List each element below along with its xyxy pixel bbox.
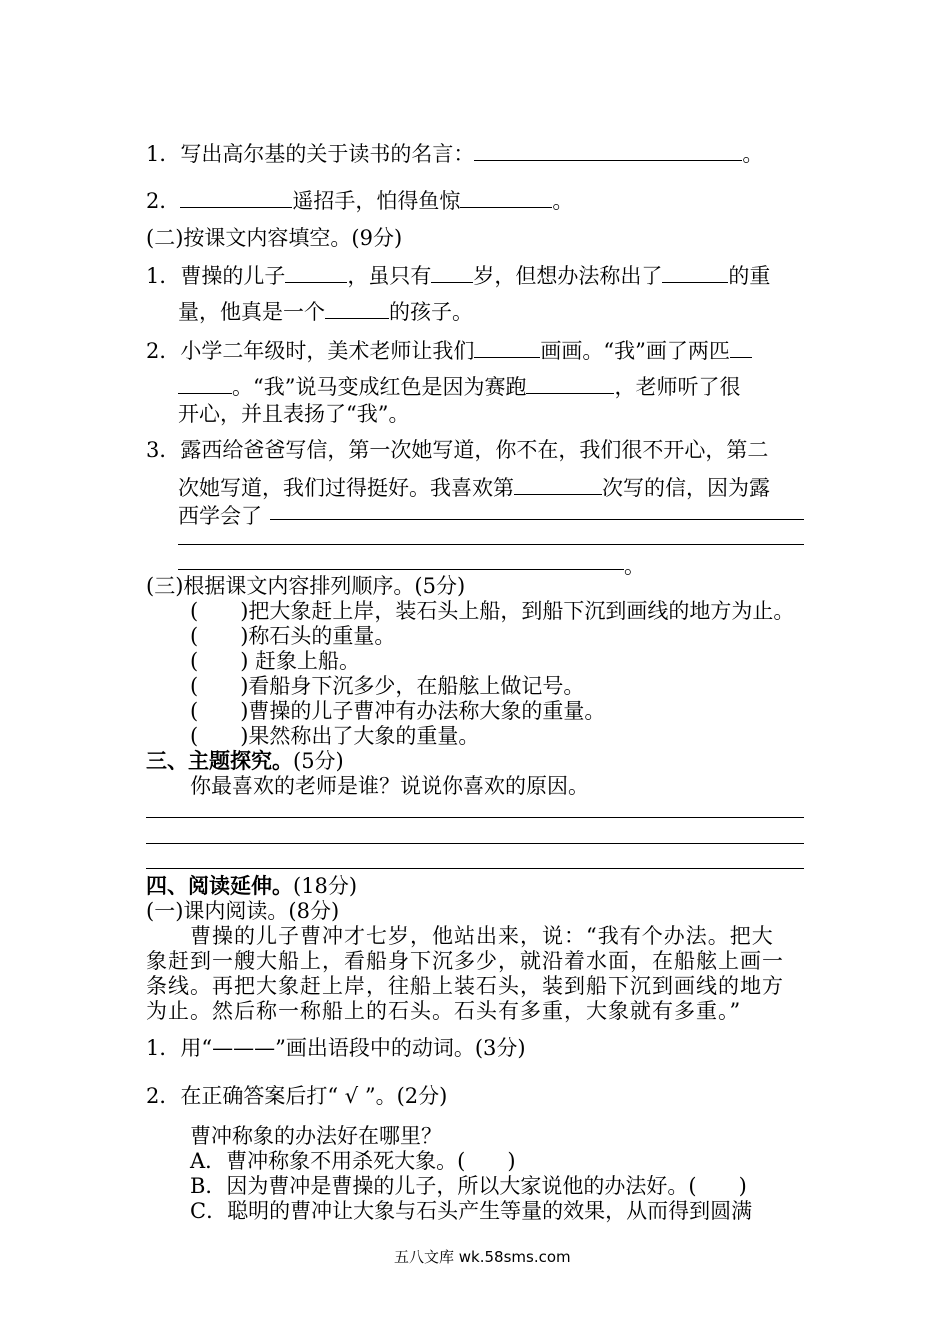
fill-question-3: 3．露西给爸爸写信，第一次她写道，你不在，我们很不开心，第二 — [146, 438, 769, 462]
answer-line[interactable] — [270, 519, 804, 520]
part-title: 三、主题探究。 — [146, 748, 293, 773]
order-item[interactable]: ( )果然称出了大象的重量。 — [190, 724, 480, 748]
part-3-heading — [146, 748, 344, 774]
question-2: 2． 遥招手，怕得鱼惊 。 — [146, 189, 574, 213]
answer-line[interactable] — [146, 868, 804, 869]
reading-question-1: 1．用“———”画出语段中的动词。(3分) — [146, 1036, 526, 1060]
answer-blank[interactable] — [431, 262, 473, 283]
answer-blank[interactable] — [526, 373, 614, 394]
choice-option-c[interactable]: C．聪明的曹冲让大象与石头产生等量的效果，从而得到圆满 — [190, 1199, 753, 1223]
answer-blank[interactable] — [180, 187, 292, 208]
answer-blank[interactable] — [474, 140, 742, 161]
answer-blank[interactable] — [730, 337, 752, 358]
section-3-title: (三)根据课文内容排列顺序。(5分) — [146, 574, 466, 598]
question-text: 写出高尔基的关于读书的名言： — [180, 142, 475, 166]
fill-question-3-line3: 西学会了 — [178, 504, 262, 528]
answer-blank[interactable] — [514, 474, 602, 495]
part-4-subtitle: (一)课内阅读。(8分) — [146, 899, 340, 923]
passage-line: 曹操的儿子曹冲才七岁，他站出来，说：“我有个办法。把大 — [190, 924, 774, 948]
answer-blank[interactable] — [178, 373, 232, 394]
answer-blank[interactable] — [460, 187, 552, 208]
part-title: 四、阅读延伸。 — [146, 873, 293, 898]
answer-line[interactable] — [178, 544, 804, 545]
reading-question-2: 2．在正确答案后打“ √ ”。(2分) — [146, 1084, 448, 1108]
part-score: (5分) — [293, 749, 344, 773]
passage-line: 条线。再把大象赶上岸，往船上装石头，装到船下沉到画线的地方 — [146, 974, 784, 998]
footer-watermark: 五八文库 wk.58sms.com — [394, 1248, 571, 1266]
fill-question-3-line2: 次她写道，我们过得挺好。我喜欢第 次写的信，因为露 — [178, 476, 770, 500]
answer-blank[interactable] — [325, 298, 389, 319]
answer-blank[interactable] — [285, 262, 347, 283]
order-item[interactable]: ( )把大象赶上岸，装石头上船，到船下沉到画线的地方为止。 — [190, 599, 795, 623]
order-item[interactable]: ( )看船身下沉多少，在船舷上做记号。 — [190, 674, 585, 698]
part-3-question: 你最喜欢的老师是谁？说说你喜欢的原因。 — [190, 774, 589, 798]
question-text: 遥招手，怕得鱼惊 — [292, 189, 461, 213]
fill-question-3-end: 。 — [624, 554, 645, 578]
answer-blank[interactable] — [662, 262, 728, 283]
section-2-title: (二)按课文内容填空。(9分) — [146, 226, 403, 250]
answer-blank[interactable] — [474, 337, 540, 358]
question-1: 1．写出高尔基的关于读书的名言： 。 — [146, 142, 764, 166]
choice-question: 曹冲称象的办法好在哪里？ — [190, 1124, 442, 1148]
order-item[interactable]: ( )称石头的重量。 — [190, 624, 396, 648]
part-4-heading — [146, 873, 357, 899]
fill-question-2: 2．小学二年级时，美术老师让我们 画画。“我”画了两匹 — [146, 337, 752, 364]
choice-option-a[interactable]: A．曹冲称象不用杀死大象。( ) — [190, 1149, 516, 1173]
part-score: (18分) — [293, 874, 358, 898]
answer-line[interactable] — [146, 817, 804, 818]
question-number: 2． — [146, 189, 181, 213]
fill-question-1: 1．曹操的儿子 ，虽只有 岁，但想办法称出了 的重 — [146, 264, 771, 288]
fill-question-2-line2: 。“我”说马变成红色是因为赛跑 ，老师听了很 — [178, 373, 740, 400]
passage-line: 为止。然后称一称船上的石头。石头有多重，大象就有多重。” — [146, 999, 742, 1023]
order-item[interactable]: ( )曹操的儿子曹冲有办法称大象的重量。 — [190, 699, 606, 723]
order-item[interactable]: ( ) 赶象上船。 — [190, 649, 361, 673]
answer-line[interactable] — [146, 843, 804, 844]
fill-question-2-line3: 开心，并且表扬了“我”。 — [178, 402, 410, 426]
choice-option-b[interactable]: B．因为曹冲是曹操的儿子，所以大家说他的办法好。( ) — [190, 1174, 747, 1198]
answer-line[interactable] — [178, 569, 624, 570]
passage-line: 象赶到一艘大船上，看船身下沉多少，就沿着水面，在船舷上画一 — [146, 949, 784, 973]
fill-question-1-line2: 量，他真是一个 的孩子。 — [178, 300, 473, 324]
question-number: 1． — [146, 142, 181, 166]
